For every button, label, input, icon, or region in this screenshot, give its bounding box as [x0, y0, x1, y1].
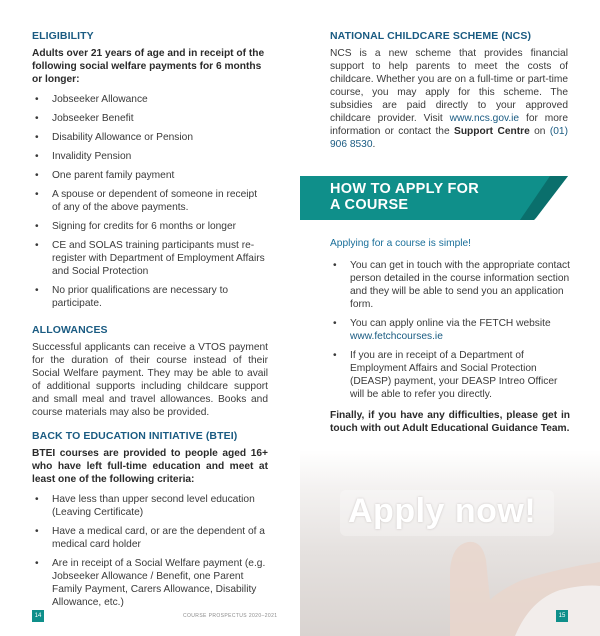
page-number: 14: [32, 610, 44, 622]
list-item: • Jobseeker Benefit: [35, 113, 134, 124]
btei-list: [32, 493, 268, 609]
list-item: • A spouse or dependent of someone in receipt of any of the above payments.: [35, 189, 258, 213]
fetch-link[interactable]: www.fetchcourses.ie: [350, 331, 443, 342]
list-item: • CE and SOLAS training participants must re-register with Department of Employment Affairs and Social Protection: [35, 240, 265, 277]
list-item: • If you are in receipt of a Department of Employment Affairs and Social Protection (DEASP) payment, your DEASP Intreo Officer will be able to refer you directly.: [333, 350, 558, 400]
page-number: 15: [556, 610, 568, 622]
hand-photo: [300, 450, 600, 636]
apply-now-sign: [340, 490, 554, 536]
apply-now-text: Apply now!: [348, 492, 537, 530]
list-item: • Disability Allowance or Pension: [35, 132, 193, 143]
list-item: • You can get in touch with the appropriate contact person detailed in the course information section and they will be able to send you an application form.: [333, 260, 570, 310]
list-item: • Signing for credits for 6 months or longer: [35, 221, 237, 232]
eligibility-intro: Adults over 21 years of age and in receipt of the following social welfare payments for 6 months or longer:: [32, 48, 265, 85]
hand-silhouette: [300, 450, 600, 636]
btei-heading: BACK TO EDUCATION INITIATIVE (BTEI): [32, 430, 238, 442]
list-item: • Have a medical card, or are the dependent of a medical card holder: [35, 526, 265, 550]
phone-number[interactable]: (01) 906 8530: [330, 126, 568, 150]
list-item: • Invalidity Pension: [35, 151, 132, 162]
eligibility-list: [32, 93, 268, 310]
allowances-text: Successful applicants can receive a VTOS payment for the duration of their course instead of their Social Welfare payment. They may be able to avail of additional supports including childcare support and small meal and travel allowances. Books and course materials may also be provided.: [32, 342, 268, 418]
list-item: • No prior qualifications are necessary to participate.: [35, 285, 229, 309]
apply-subheading: Applying for a course is simple!: [330, 238, 471, 249]
list-item: • You can apply online via the FETCH website www.fetchcourses.ie: [333, 318, 551, 342]
list-item: • Have less than upper second level education (Leaving Certificate): [35, 494, 255, 518]
ncs-text: NCS is a new scheme that provides financial support to help parents to meet the costs of childcare. Whether you are on a full-time or part-time course, you may apply for this scheme. The subsidies are paid directly to your approved childcare provider. Visit www.ncs.gov.ie for more information or contact the Support Centre on (01) 906 8530.: [330, 48, 568, 150]
apply-closing: Finally, if you have any difficulties, please get in touch with out Adult Educational Guidance Team.: [330, 410, 570, 434]
ncs-heading: NATIONAL CHILDCARE SCHEME (NCS): [330, 30, 532, 42]
btei-intro: BTEI courses are provided to people aged 16+ who have left full-time education and meet at least one of the following criteria:: [32, 448, 268, 485]
list-item: • Jobseeker Allowance: [35, 94, 148, 105]
right-page: [300, 0, 600, 636]
eligibility-heading: ELIGIBILITY: [32, 30, 94, 42]
allowances-heading: ALLOWANCES: [32, 324, 108, 336]
banner-title: HOW TO APPLY FOR A COURSE: [330, 181, 480, 213]
apply-list: [330, 259, 570, 401]
list-item: • Are in receipt of a Social Welfare payment (e.g. Jobseeker Allowance / Benefit, one Parent Family Payment, Carers Allowance, Disability Allowance, etc.): [35, 558, 266, 608]
list-item: • One parent family payment: [35, 170, 175, 181]
how-to-apply-banner: [300, 176, 568, 220]
ncs-link[interactable]: www.ncs.gov.ie: [449, 113, 520, 124]
footer-title: COURSE PROSPECTUS 2020–2021: [183, 613, 278, 619]
